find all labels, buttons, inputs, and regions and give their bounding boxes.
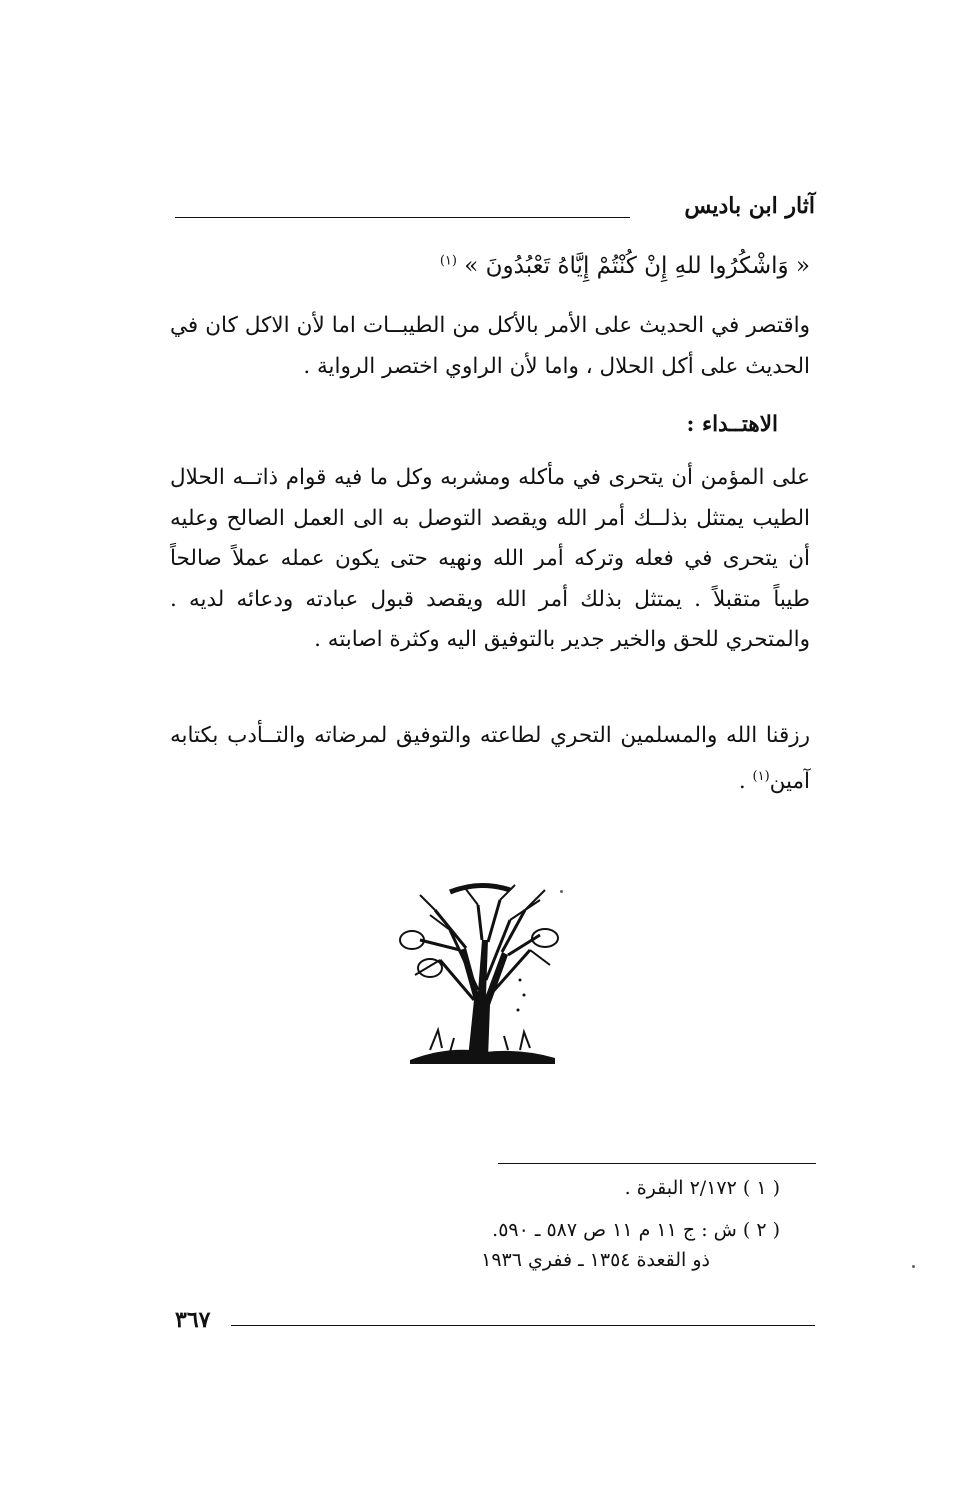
closing-footnote-ref: (١) — [752, 768, 770, 784]
footer-rule — [231, 1325, 815, 1326]
book-title: آثار ابن باديس — [684, 193, 815, 219]
footnote-1: ( ١ ) ٢/١٧٢ البقرة . — [624, 1177, 780, 1199]
tree-icon — [390, 880, 570, 1070]
page-speck — [560, 890, 563, 893]
section-heading: الاهتــداء : — [686, 412, 778, 437]
closing-end: . — [738, 768, 753, 794]
closing-text: رزقنا الله والمسلمين التحري لطاعته والتوفيق لمرضاته والتــأدب بكتابه آمين — [170, 723, 810, 794]
running-header — [175, 193, 815, 227]
verse-footnote-ref: (١) — [439, 253, 457, 269]
intro-paragraph: واقتصر في الحديث على الأمر بالأكل من الطيبــات اما لأن الاكل كان في الحديث على أكل الحلال ، واما لأن الراوي اختصر الرواية . — [170, 313, 810, 379]
page-speck — [912, 1265, 915, 1268]
footnote-2: ( ٢ ) ش : ج ١١ م ١١ ص ٥٨٧ ـ ٥٩٠. — [492, 1219, 780, 1241]
header-rule — [175, 217, 630, 218]
verse-text: « وَاشْكُرُوا للهِ إِنْ كُنْتُمْ إِيَّاهُ تَعْبُدُونَ » — [464, 253, 810, 279]
closing-paragraph — [170, 716, 810, 802]
footnote-2-date: ذو القعدة ١٣٥٤ ـ ففري ١٩٣٦ — [481, 1249, 710, 1271]
guidance-paragraph: على المؤمن أن يتحرى في مأكله ومشربه وكل ما فيه قوام ذاتــه الحلال الطيب يمتثل بذلــك أمر الله ويقصد التوصل به الى العمل الصالح وعليه أن يتحرى في فعله وتركه أمر الله ونهيه حتى يكون عمله عملاً صالحاً طيباً متقبلاً . يمتثل بذلك أمر الله ويقصد قبول عبادته ودعائه لديه . والمتحري للحق والخير جدير بالتوفيق اليه وكثرة اصابته . — [170, 465, 810, 652]
page-footer — [175, 1307, 815, 1337]
page-number: ٣٦٧ — [175, 1307, 211, 1333]
quran-verse — [170, 253, 810, 279]
footnote-rule — [498, 1163, 816, 1164]
